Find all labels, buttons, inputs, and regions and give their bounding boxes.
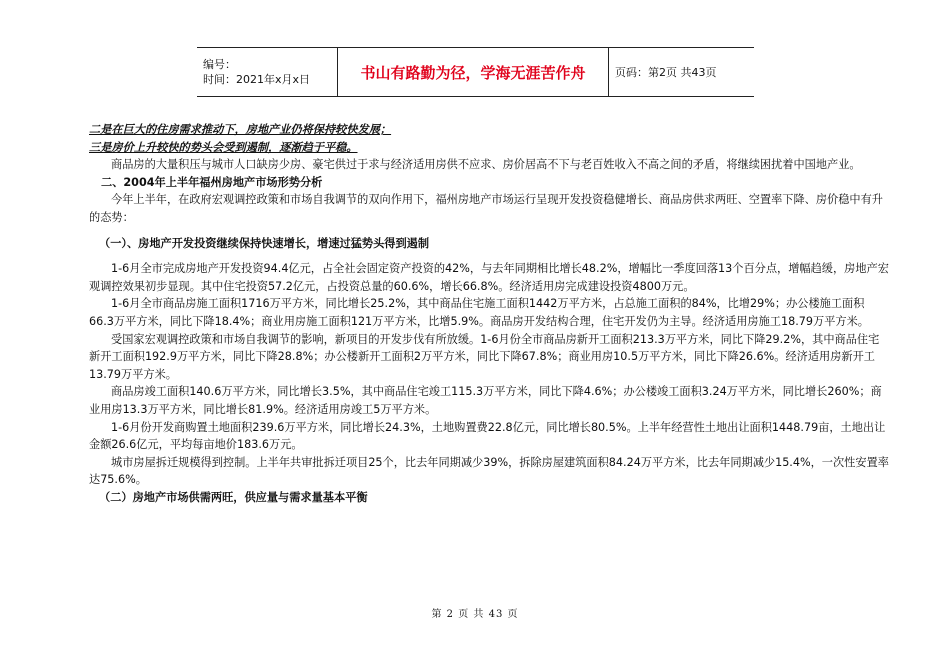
page-header-table: [197, 47, 754, 97]
paragraph-construction-area: 1-6月全市商品房施工面积1716万平方米，同比增长25.2%，其中商品住宅施工面积1442万平方米，占总施工面积的84%，比增29%；办公楼施工面积66.3万平方米，同比下降18.4%；商业用房施工面积121万平方米，比增5.9%。商品房开发结构合理，住宅开发仍为主导。经济适用房施工18.79万平方米。: [89, 297, 869, 328]
header-motto: 书山有路勤为径，学海无涯苦作舟: [338, 48, 609, 97]
subheading-investment: （一）、房地产开发投资继续保持快速增长，增速过猛势头得到遏制: [99, 236, 430, 250]
paragraph-new-starts: 受国家宏观调控政策和市场自我调节的影响，新项目的开发步伐有所放缓。1-6月份全市商品房新开工面积213.3万平方米，同比下降29.2%，其中商品住宅新开工面积192.9万平方米，同比下降28.8%；办公楼新开工面积2万平方米，同比下降67.8%；商业用房10.5万平方米，同比下降26.6%。经济适用房新开工13.79万平方米。: [89, 332, 880, 381]
conclusion-line-3: 三是房价上升较快的势头会受到遏制，逐渐趋于平稳。: [89, 140, 358, 154]
paragraph-overview: 今年上半年，在政府宏观调控政策和市场自我调节的双向作用下，福州房地产市场运行呈现开发投资稳健增长、商品房供求两旺、空置率下降、房价稳中有升的态势：: [89, 193, 883, 224]
subheading-supply-demand: （二）房地产市场供需两旺，供应量与需求量基本平衡: [99, 490, 368, 504]
header-page-label: 页码：第2页 共43页: [609, 48, 755, 97]
conclusion-line-2: 二是在巨大的住房需求推动下，房地产业仍将保持较快发展；: [89, 123, 392, 136]
paragraph-investment: 1-6月全市完成房地产开发投资94.4亿元，占全社会固定资产投资的42%，与去年同期相比增长48.2%，增幅比一季度回落13个百分点，增幅趋缓，房地产宏观调控效果初步显现。其中住宅投资57.2亿元，占投资总量的60.6%，增长66.8%。经济适用房完成建设投资4800万元。: [89, 262, 889, 293]
header-meta-cell: [197, 48, 338, 97]
section-heading-2: 二、2004年上半年福州房地产市场形势分析: [101, 175, 323, 189]
paragraph-demolition: 城市房屋拆迁规模得到控制。上半年共审批拆迁项目25个，比去年同期减少39%，拆除房屋建筑面积84.24万平方米，比去年同期减少15.4%，一次性安置率达75.6%。: [89, 455, 889, 487]
time-label: 时间：2021年x月x日: [203, 73, 311, 86]
paragraph-contradiction: 商品房的大量积压与城市人口缺房少房、豪宅供过于求与经济适用房供不应求、房价居高不下与老百姓收入不高之间的矛盾，将继续困扰着中国地产业。: [111, 158, 861, 172]
paragraph-land: 1-6月份开发商购置土地面积239.6万平方米，同比增长24.3%，土地购置费22.8亿元，同比增长80.5%。上半年经营性土地出让面积1448.79亩，土地出让金额26.6亿元，平均每亩地价183.6万元。: [89, 420, 886, 452]
number-label: 编号：: [203, 58, 236, 71]
paragraph-completions: 商品房竣工面积140.6万平方米，同比增长3.5%，其中商品住宅竣工115.3万平方米，同比下降4.6%；办公楼竣工面积3.24万平方米，同比增长260%；商业用房13.3万平方米，同比增长81.9%。经济适用房竣工5万平方米。: [89, 385, 882, 416]
page-footer: 第 2 页 共 43 页: [431, 609, 519, 620]
document-body: [89, 121, 889, 506]
